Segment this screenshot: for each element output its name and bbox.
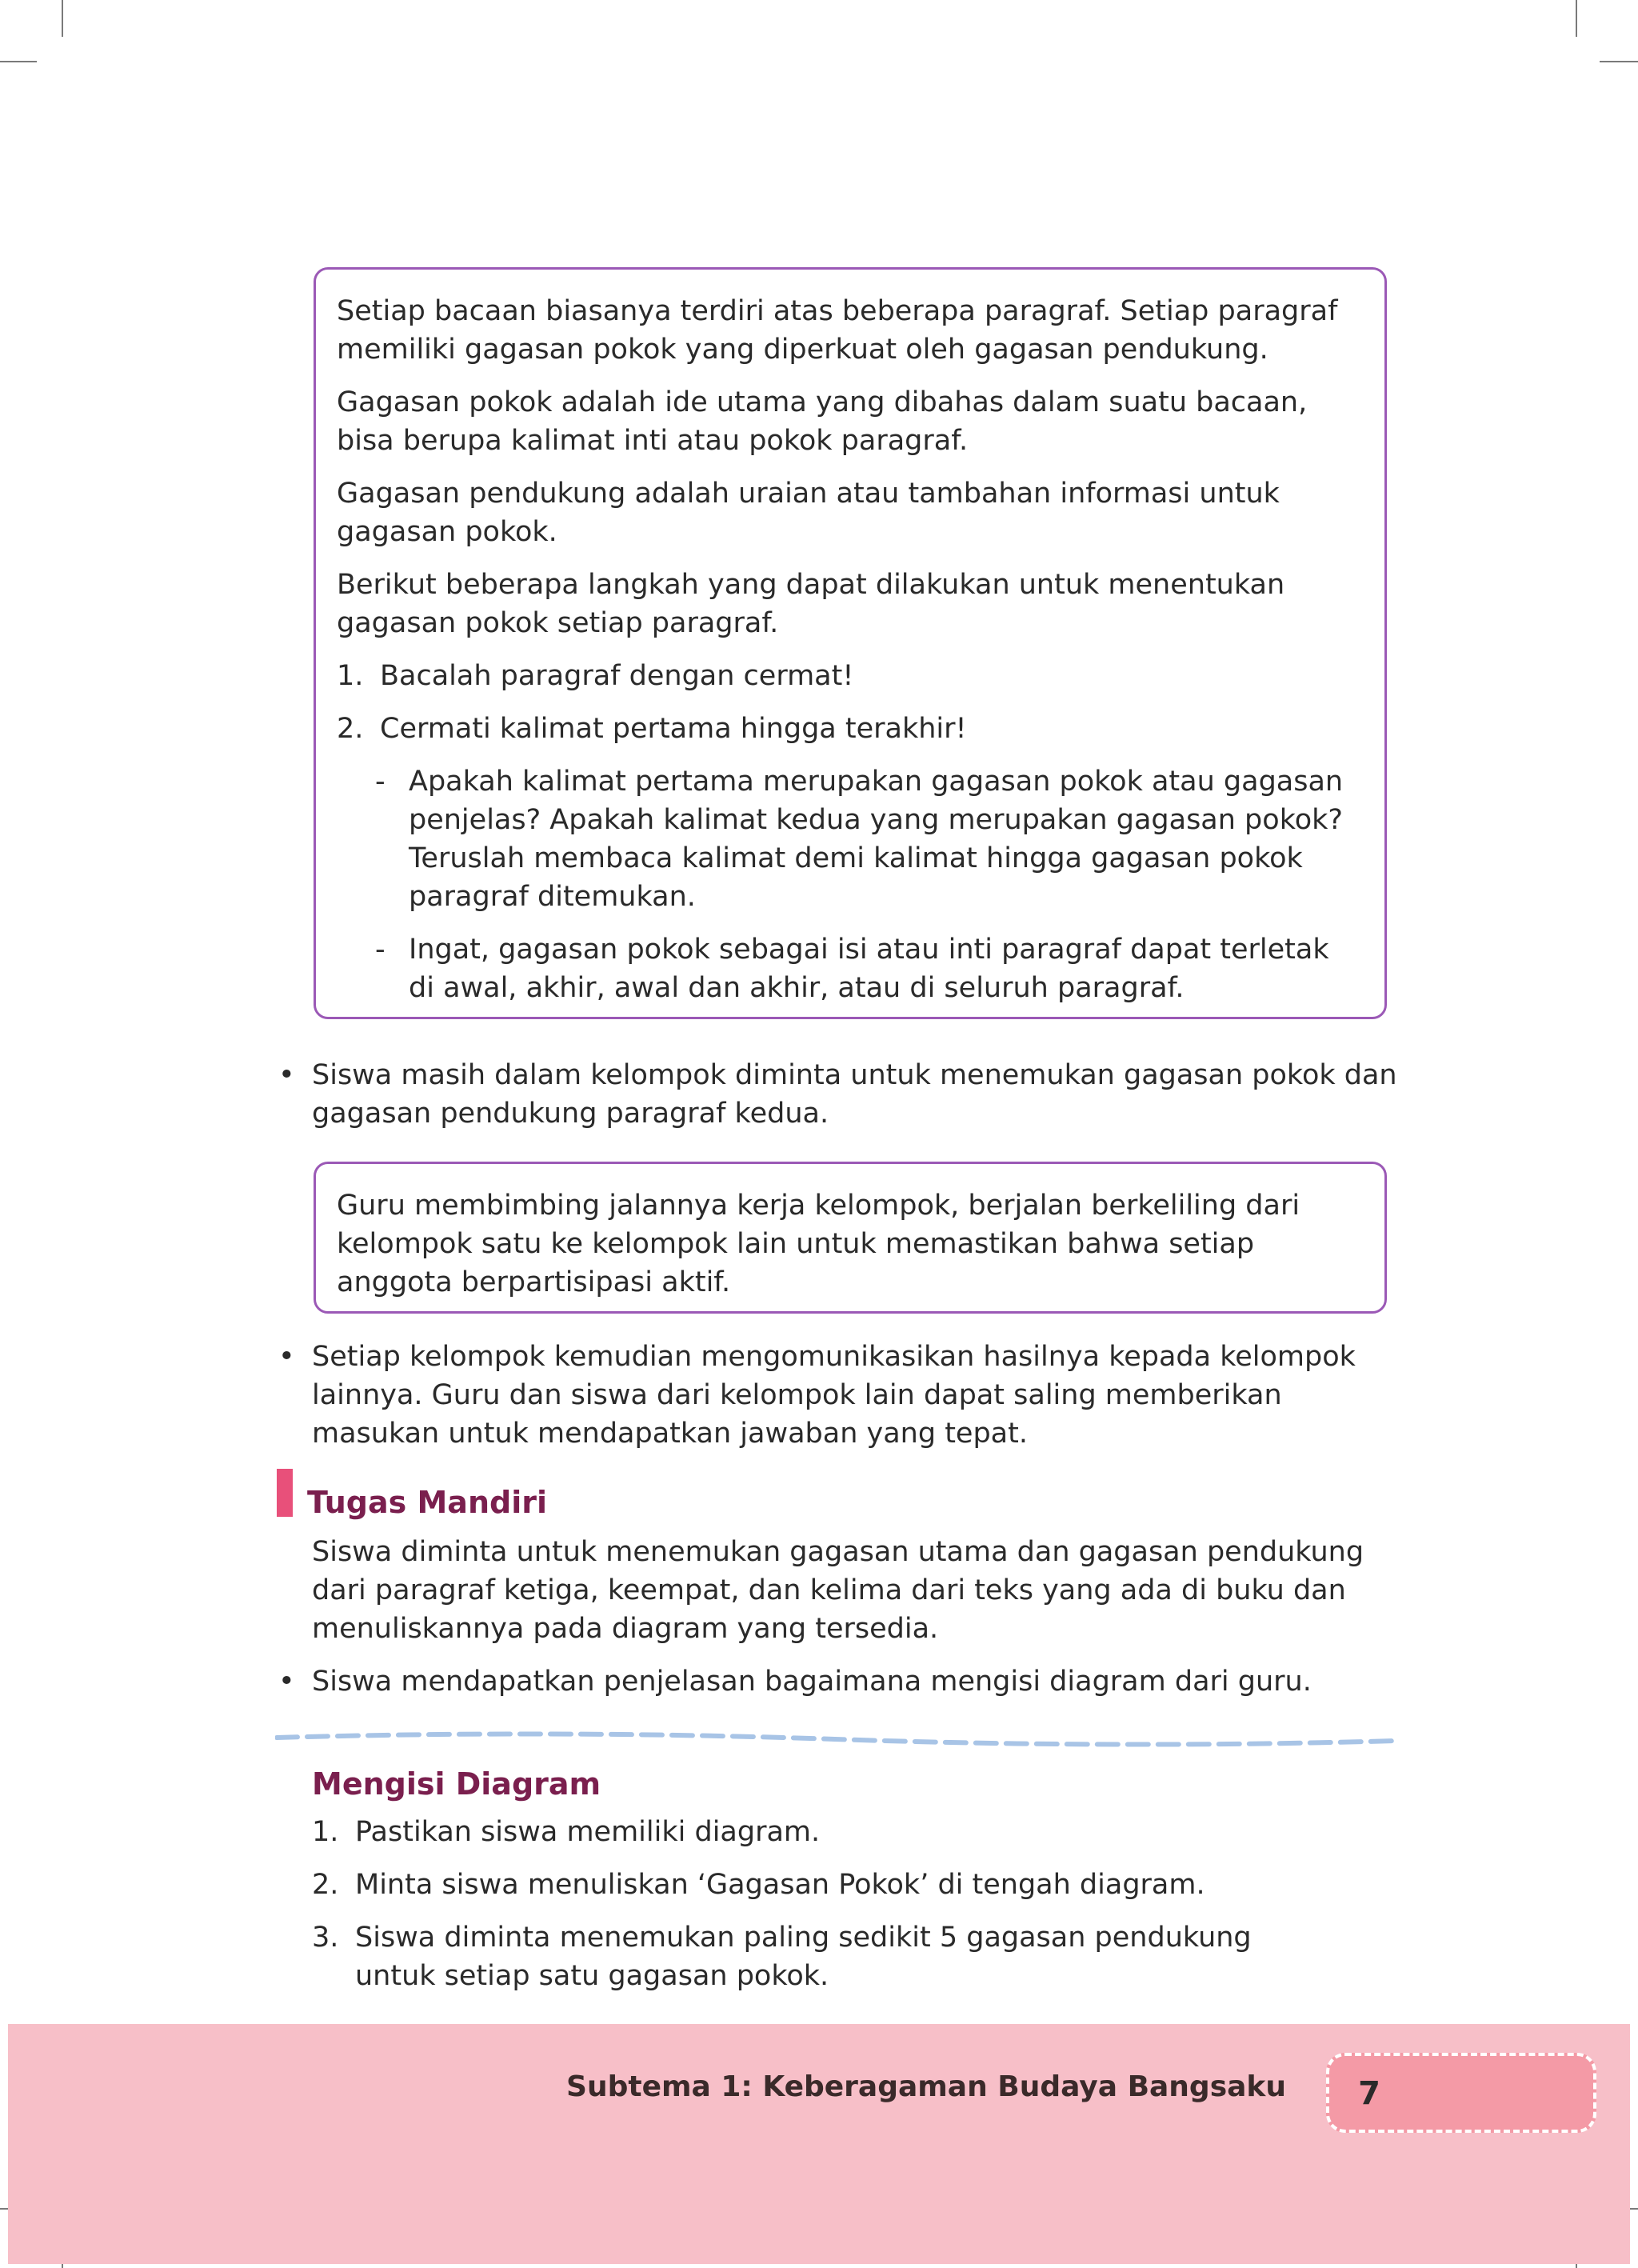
info-paragraph: Berikut beberapa langkah yang dapat dilakukan untuk menentukan gagasan pokok setiap paragraf. [337,569,1285,639]
crop-mark [1576,0,1577,37]
tugas-mandiri-heading: Tugas Mandiri [307,1485,547,1520]
page-number-badge [1326,2053,1596,2133]
sub-points-list [337,762,1362,1007]
list-item: - Ingat, gagasan pokok sebagai isi atau inti paragraf dapat terletak di awal, akhir, awal dan akhir, atau di seluruh paragraf. [375,934,1329,1004]
subtheme-title: Subtema 1: Keberagaman Budaya Bangsaku [566,2070,1286,2103]
list-item: 1. Bacalah paragraf dengan cermat! [337,660,854,692]
info-paragraph: Gagasan pokok adalah ide utama yang dibahas dalam suatu bacaan, bisa berupa kalimat inti atau pokok paragraf. [337,386,1308,457]
accent-bar [277,1469,293,1517]
page-number: 7 [1358,2075,1380,2112]
bullet-item: • Siswa mendapatkan penjelasan bagaimana mengisi diagram dari guru. [278,1666,1312,1698]
bullet-item: • Siswa masih dalam kelompok diminta untuk menemukan gagasan pokok dan gagasan pendukung paragraf kedua. [278,1059,1397,1130]
bullet-item: • Setiap kelompok kemudian mengomunikasikan hasilnya kepada kelompok lainnya. Guru dan siswa dari kelompok lain dapat saling memberikan masukan untuk mendapatkan jawaban yang tepat. [278,1341,1356,1450]
teacher-box [314,1162,1387,1314]
diagram-steps-list [312,1813,1400,2010]
crop-mark [62,0,63,37]
info-paragraph: Gagasan pendukung adalah uraian atau tambahan informasi untuk gagasan pokok. [337,478,1280,548]
teacher-note: Guru membimbing jalannya kerja kelompok, berjalan berkeliling dari kelompok satu ke kelompok lain untuk memastikan bahwa setiap anggota berpartisipasi aktif. [337,1190,1300,1298]
crop-mark [1600,61,1638,62]
crop-mark [0,61,37,62]
steps-list [337,657,1362,748]
list-item: 1. Pastikan siswa memiliki diagram. [312,1816,821,1848]
list-item: 2. Minta siswa menuliskan ‘Gagasan Pokok’ di tengah diagram. [312,1869,1205,1901]
list-item: 2. Cermati kalimat pertama hingga terakhir! [337,713,967,745]
page-footer [8,2024,1630,2264]
tugas-mandiri-text: Siswa diminta untuk menemukan gagasan utama dan gagasan pendukung dari paragraf ketiga, keempat, dan kelima dari teks yang ada di buku dan menuliskannya pada diagram yang tersedia. [312,1536,1364,1645]
list-item: 3. Siswa diminta menemukan paling sedikit 5 gagasan pendukung untuk setiap satu gagasan pokok. [312,1922,1252,1992]
info-paragraph: Setiap bacaan biasanya terdiri atas beberapa paragraf. Setiap paragraf memiliki gagasan pokok yang diperkuat oleh gagasan pendukung. [337,295,1338,366]
info-box [314,267,1387,1019]
mengisi-diagram-heading: Mengisi Diagram [312,1766,601,1802]
dashed-separator [275,1728,1399,1752]
list-item: - Apakah kalimat pertama merupakan gagasan pokok atau gagasan penjelas? Apakah kalimat kedua yang merupakan gagasan pokok? Teruslah membaca kalimat demi kalimat hingga gagasan pokok paragraf ditemukan. [375,766,1344,913]
